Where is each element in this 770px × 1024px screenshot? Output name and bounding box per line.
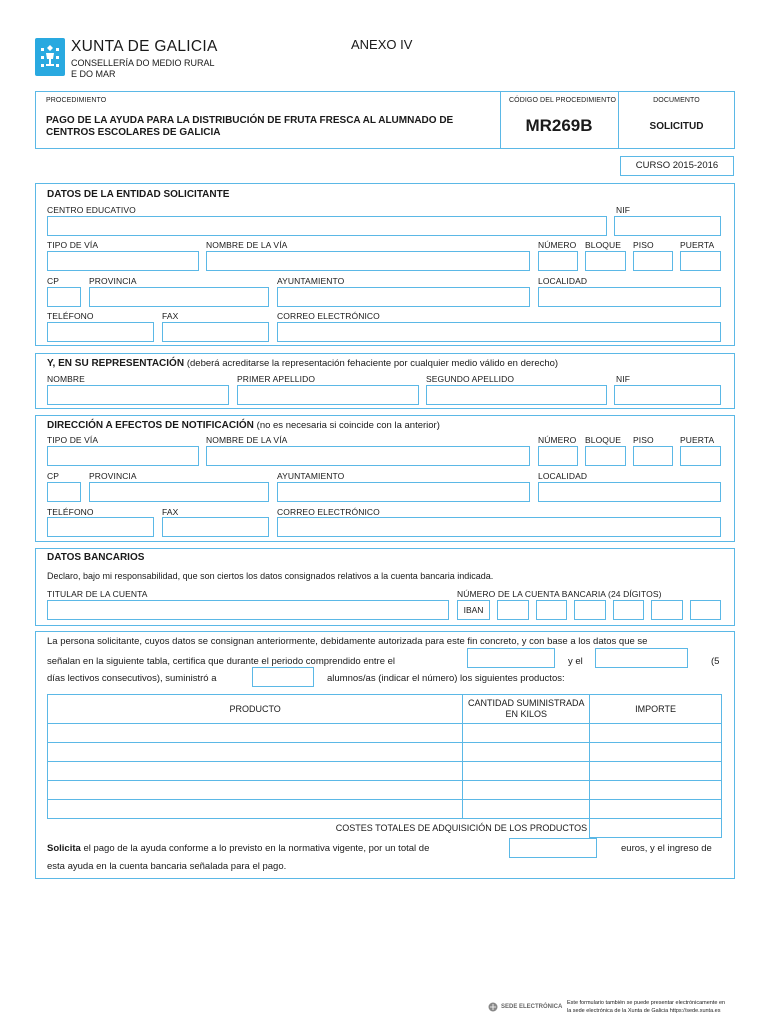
holder-label: TITULAR DE LA CUENTA bbox=[47, 589, 148, 599]
ayuntamiento-input[interactable] bbox=[277, 287, 530, 307]
notif-tipo-via-label: TIPO DE VÍA bbox=[47, 435, 99, 445]
fax-input[interactable] bbox=[162, 322, 269, 342]
rep-nif-input[interactable] bbox=[614, 385, 721, 405]
notif-telefono-label: TELÉFONO bbox=[47, 507, 94, 517]
product-cell[interactable] bbox=[48, 743, 463, 762]
solicita-bold: Solicita bbox=[47, 843, 81, 854]
rep-note: (deberá acreditarse la representación fehaciente por cualquier medio válido en derecho) bbox=[186, 358, 559, 369]
sede-logo bbox=[488, 1002, 562, 1012]
telefono-input[interactable] bbox=[47, 322, 154, 342]
sede-label: SEDE ELECTRÓNICA bbox=[501, 1004, 563, 1010]
notif-numero-label: NÚMERO bbox=[538, 435, 577, 445]
amount-cell[interactable] bbox=[590, 781, 722, 800]
centro-label: CENTRO EDUCATIVO bbox=[47, 205, 136, 215]
sede-globe-icon bbox=[488, 1002, 498, 1012]
procedure-code-label: CÓDIGO DEL PROCEDIMIENTO bbox=[509, 97, 617, 104]
annex-title: ANEXO IV bbox=[351, 37, 413, 52]
notif-bloque-input[interactable] bbox=[585, 446, 626, 466]
centro-input[interactable] bbox=[47, 216, 607, 236]
telefono-label: TELÉFONO bbox=[47, 311, 94, 321]
piso-label: PISO bbox=[633, 240, 654, 250]
table-row bbox=[48, 781, 722, 800]
tipo-via-label: TIPO DE VÍA bbox=[47, 240, 99, 250]
amount-cell[interactable] bbox=[590, 762, 722, 781]
bloque-input[interactable] bbox=[585, 251, 626, 271]
bank-title: DATOS BANCARIOS bbox=[47, 552, 145, 563]
ayuntamiento-label: AYUNTAMIENTO bbox=[277, 276, 345, 286]
numero-label: NÚMERO bbox=[538, 240, 577, 250]
amount-cell[interactable] bbox=[590, 743, 722, 762]
col-product-header: PRODUCTO bbox=[48, 695, 463, 724]
notif-telefono-input[interactable] bbox=[47, 517, 154, 537]
procedure-title-1: PAGO DE LA AYUDA PARA LA DISTRIBUCIÓN DE FRUTA FRESCA AL ALUMNADO DE bbox=[46, 115, 454, 126]
iban-input-3[interactable] bbox=[574, 600, 606, 620]
iban-input-6[interactable] bbox=[690, 600, 721, 620]
iban-input-4[interactable] bbox=[613, 600, 644, 620]
table-row bbox=[48, 762, 722, 781]
students-input[interactable] bbox=[252, 667, 314, 687]
cert-line-2b: y el bbox=[568, 656, 583, 667]
org-name: XUNTA DE GALICIA bbox=[71, 38, 218, 55]
cp-input[interactable] bbox=[47, 287, 81, 307]
rep-nombre-label: NOMBRE bbox=[47, 374, 85, 384]
bank-declaration: Declaro, bajo mi responsabilidad, que son ciertos los datos consignados relativos a la cuenta bancaria indicada. bbox=[47, 571, 494, 581]
solicita-line bbox=[47, 843, 429, 854]
notif-tipo-via-input[interactable] bbox=[47, 446, 199, 466]
notif-puerta-input[interactable] bbox=[680, 446, 721, 466]
col-qty-header bbox=[463, 695, 590, 724]
notif-ayuntamiento-label: AYUNTAMIENTO bbox=[277, 471, 345, 481]
notif-provincia-label: PROVINCIA bbox=[89, 471, 137, 481]
nombre-via-label: NOMBRE DE LA VÍA bbox=[206, 240, 288, 250]
product-cell[interactable] bbox=[48, 800, 463, 819]
nif-label: NIF bbox=[616, 205, 630, 215]
notif-fax-label: FAX bbox=[162, 507, 179, 517]
total-euros-input[interactable] bbox=[509, 838, 597, 858]
cert-line-3b: alumnos/as (indicar el número) los siguientes productos: bbox=[327, 673, 565, 684]
total-amount-cell[interactable] bbox=[590, 819, 722, 838]
col-qty-line-1: CANTIDAD SUMINISTRADA bbox=[467, 698, 585, 708]
notif-title-text: DIRECCIÓN A EFECTOS DE NOTIFICACIÓN bbox=[47, 420, 254, 431]
col-qty-line-2: EN KILOS bbox=[505, 709, 547, 719]
notif-piso-input[interactable] bbox=[633, 446, 673, 466]
holder-input[interactable] bbox=[47, 600, 449, 620]
cert-line-3a: días lectivos consecutivos), suministró a bbox=[47, 673, 217, 684]
notif-fax-input[interactable] bbox=[162, 517, 269, 537]
rep-apellido2-label: SEGUNDO APELLIDO bbox=[426, 374, 515, 384]
fax-label: FAX bbox=[162, 311, 179, 321]
cert-line-1: La persona solicitante, cuyos datos se consignan anteriormente, debidamente autorizada para este fin concreto, y con base a los datos que se bbox=[47, 636, 648, 647]
correo-label: CORREO ELECTRÓNICO bbox=[277, 311, 380, 321]
puerta-input[interactable] bbox=[680, 251, 721, 271]
document-label: DOCUMENTO bbox=[653, 97, 700, 104]
dept-line-1: CONSELLERÍA DO MEDIO RURAL bbox=[71, 58, 215, 68]
notif-correo-input[interactable] bbox=[277, 517, 721, 537]
notif-localidad-input[interactable] bbox=[538, 482, 721, 502]
qty-cell[interactable] bbox=[463, 724, 590, 743]
correo-input[interactable] bbox=[277, 322, 721, 342]
qty-cell[interactable] bbox=[463, 743, 590, 762]
solicita-rest: el pago de la ayuda conforme a lo previsto en la normativa vigente, por un total de bbox=[83, 843, 430, 854]
notif-cp-input[interactable] bbox=[47, 482, 81, 502]
document-type: SOLICITUD bbox=[649, 121, 704, 132]
rep-nombre-input[interactable] bbox=[47, 385, 229, 405]
qty-cell[interactable] bbox=[463, 762, 590, 781]
provincia-input[interactable] bbox=[89, 287, 269, 307]
cert-line-2c: (5 bbox=[711, 656, 720, 667]
piso-input[interactable] bbox=[633, 251, 673, 271]
notif-ayuntamiento-input[interactable] bbox=[277, 482, 530, 502]
cp-label: CP bbox=[47, 276, 60, 286]
qty-cell[interactable] bbox=[463, 781, 590, 800]
table-row bbox=[48, 800, 722, 819]
amount-cell[interactable] bbox=[590, 724, 722, 743]
cert-line-2a: señalan en la siguiente tabla, certifica que durante el periodo comprendido entre el bbox=[47, 656, 396, 667]
iban-input-2[interactable] bbox=[536, 600, 567, 620]
entity-title: DATOS DE LA ENTIDAD SOLICITANTE bbox=[47, 189, 230, 200]
rep-title-text: Y, EN SU REPRESENTACIÓN bbox=[47, 358, 185, 369]
iban-input-5[interactable] bbox=[651, 600, 683, 620]
nif-input[interactable] bbox=[614, 216, 721, 236]
date-end-input[interactable] bbox=[595, 648, 688, 668]
product-cell[interactable] bbox=[48, 762, 463, 781]
col-amount-header: IMPORTE bbox=[590, 695, 722, 724]
puerta-label: PUERTA bbox=[680, 240, 715, 250]
numero-input[interactable] bbox=[538, 251, 578, 271]
notif-piso-label: PISO bbox=[633, 435, 654, 445]
tipo-via-input[interactable] bbox=[47, 251, 199, 271]
notif-note: (no es necesaria si coincide con la anterior) bbox=[256, 420, 440, 431]
rep-apellido2-input[interactable] bbox=[426, 385, 607, 405]
dept-line-2: E DO MAR bbox=[71, 69, 116, 79]
localidad-input[interactable] bbox=[538, 287, 721, 307]
bloque-label: BLOQUE bbox=[585, 240, 622, 250]
total-row bbox=[48, 819, 722, 838]
table-row bbox=[48, 743, 722, 762]
cert-last-line: esta ayuda en la cuenta bancaria señalada para el pago. bbox=[47, 861, 287, 872]
iban-input-1[interactable] bbox=[497, 600, 529, 620]
notif-cp-label: CP bbox=[47, 471, 60, 481]
nombre-via-input[interactable] bbox=[206, 251, 530, 271]
notif-puerta-label: PUERTA bbox=[680, 435, 715, 445]
total-label: COSTES TOTALES DE ADQUISICIÓN DE LOS PRODUCTOS bbox=[48, 819, 590, 838]
notif-bloque-label: BLOQUE bbox=[585, 435, 622, 445]
rep-apellido1-label: PRIMER APELLIDO bbox=[237, 374, 316, 384]
qty-cell[interactable] bbox=[463, 800, 590, 819]
product-cell[interactable] bbox=[48, 724, 463, 743]
iban-label: IBAN bbox=[463, 605, 484, 615]
notif-title bbox=[47, 420, 440, 431]
account-label: NÚMERO DE LA CUENTA BANCARIA (24 DÍGITOS) bbox=[457, 589, 662, 599]
procedure-code: MR269B bbox=[525, 116, 593, 135]
notif-correo-label: CORREO ELECTRÓNICO bbox=[277, 507, 380, 517]
amount-cell[interactable] bbox=[590, 800, 722, 819]
rep-nif-label: NIF bbox=[616, 374, 630, 384]
rep-title bbox=[47, 358, 558, 369]
footer-note-2: la sede electrónica de la Xunta de Galicia https://sede.xunta.es bbox=[567, 1008, 721, 1014]
notif-provincia-input[interactable] bbox=[89, 482, 269, 502]
localidad-label: LOCALIDAD bbox=[538, 276, 588, 286]
table-row bbox=[48, 724, 722, 743]
notif-numero-input[interactable] bbox=[538, 446, 578, 466]
notif-localidad-label: LOCALIDAD bbox=[538, 471, 588, 481]
notif-nombre-via-label: NOMBRE DE LA VÍA bbox=[206, 435, 288, 445]
coat-of-arms-icon bbox=[35, 38, 65, 76]
products-table bbox=[47, 694, 722, 838]
footer-note-1: Este formulario también se puede presentar electrónicamente en bbox=[567, 1000, 726, 1006]
provincia-label: PROVINCIA bbox=[89, 276, 137, 286]
notif-nombre-via-input[interactable] bbox=[206, 446, 530, 466]
product-cell[interactable] bbox=[48, 781, 463, 800]
rep-apellido1-input[interactable] bbox=[237, 385, 419, 405]
procedure-title-2: CENTROS ESCOLARES DE GALICIA bbox=[46, 127, 221, 138]
euros-text: euros, y el ingreso de bbox=[621, 843, 712, 854]
course-label: CURSO 2015-2016 bbox=[635, 160, 719, 171]
procedure-label: PROCEDIMIENTO bbox=[46, 97, 107, 104]
xunta-logo bbox=[35, 38, 65, 76]
date-start-input[interactable] bbox=[467, 648, 555, 668]
